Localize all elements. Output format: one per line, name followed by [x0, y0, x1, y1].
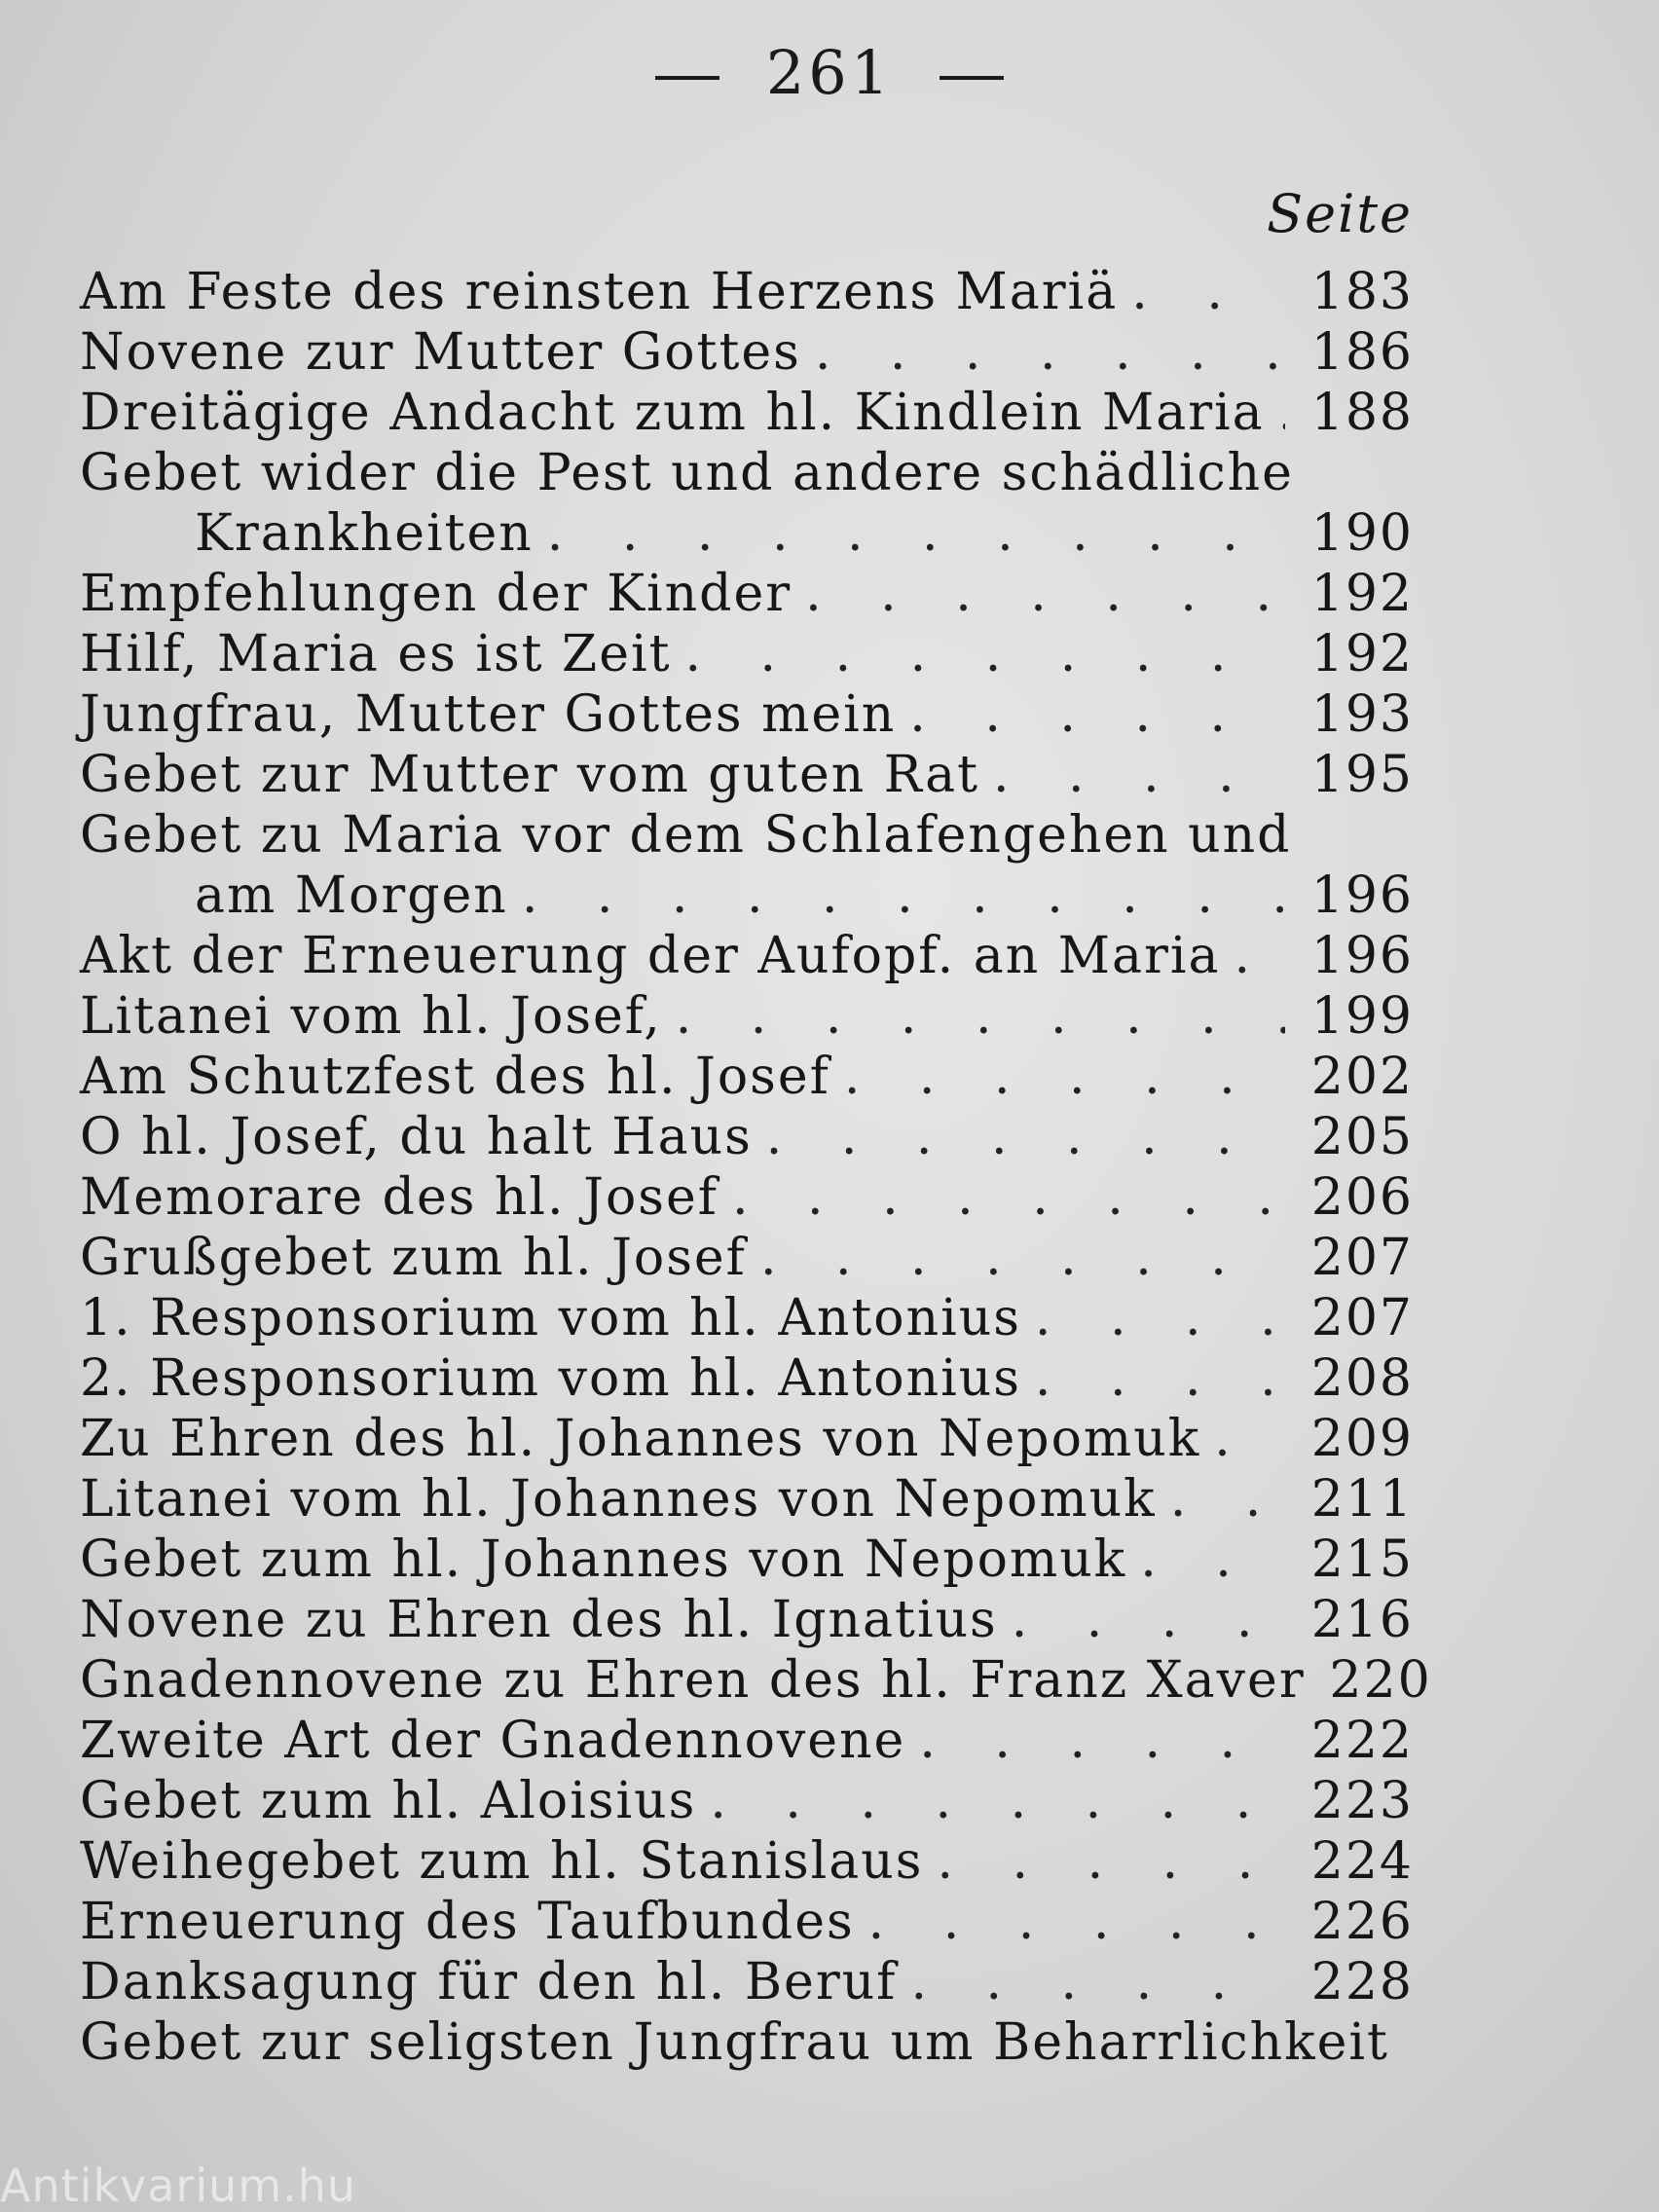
dot-leader: [919, 1712, 1285, 1770]
toc-entry-continuation: [80, 866, 1414, 927]
toc-entry-title: Akt der Erneuerung der Aufopf. an Maria: [80, 927, 1221, 985]
dot-leader: [1035, 1349, 1285, 1408]
toc-entry: [80, 1349, 1414, 1410]
toc-entry-page: 222: [1310, 1712, 1414, 1770]
toc-entry-page: 223: [1310, 1772, 1414, 1830]
toc-entry-title: Zu Ehren des hl. Johannes von Nepomuk: [80, 1410, 1201, 1468]
watermark: Antikvarium.hu: [0, 2159, 357, 2212]
dot-leader: [1131, 263, 1285, 321]
toc-entry-page: 196: [1310, 927, 1414, 985]
toc-entry-title: Litanei vom hl. Johannes von Nepomuk: [80, 1470, 1157, 1529]
toc-entry: [80, 987, 1414, 1048]
toc-entry: [80, 1229, 1414, 1289]
toc-entry-title-line2: am Morgen: [195, 866, 508, 925]
toc-entry-title: Memorare des hl. Josef: [80, 1168, 719, 1227]
toc-entry-title: Litanei vom hl. Josef,: [80, 987, 662, 1046]
dot-leader: [1012, 1591, 1285, 1649]
dot-leader: [732, 1168, 1285, 1227]
page-number-text: 261: [765, 37, 894, 108]
toc-entry-page: 228: [1310, 1953, 1414, 2011]
dot-leader: [1278, 384, 1285, 442]
page-number: [0, 37, 1659, 108]
toc-entry: [80, 323, 1414, 384]
toc-entry: [80, 1530, 1414, 1591]
toc-entry: [80, 1470, 1414, 1530]
toc-entry: [80, 927, 1414, 987]
toc-entry-title: Jungfrau, Mutter Gottes mein: [80, 685, 897, 744]
toc-entry-page: 205: [1310, 1108, 1414, 1166]
toc-entry: [80, 1953, 1414, 2013]
toc-entry-page: 186: [1310, 323, 1414, 382]
toc-entry: [80, 625, 1414, 685]
dot-leader: [815, 323, 1285, 382]
toc-entry-page: 207: [1310, 1289, 1414, 1347]
toc-entry: [80, 685, 1414, 746]
toc-entry-title: Gebet zum hl. Aloisius: [80, 1772, 697, 1830]
toc-entry-page: 190: [1310, 504, 1414, 563]
toc-entry-title: Gnadennovene zu Ehren des hl. Franz Xaver: [80, 1651, 1306, 1710]
toc-entry: [80, 565, 1414, 625]
toc-entry-page: 220: [1329, 1651, 1432, 1710]
dash-right: [940, 76, 1004, 80]
dot-leader: [844, 1048, 1285, 1106]
toc-entry: [80, 2013, 1414, 2074]
column-header-seite: Seite: [1267, 183, 1413, 244]
toc-entry: [80, 1108, 1414, 1168]
toc-entry-page: 216: [1310, 1591, 1414, 1649]
toc-entry-title: Novene zu Ehren des hl. Ignatius: [80, 1591, 998, 1649]
toc-entry: [80, 1410, 1414, 1470]
toc-entry-page: 183: [1310, 263, 1414, 321]
toc-entry-title: Grußgebet zum hl. Josef: [80, 1229, 747, 1287]
dot-leader: [1214, 1410, 1285, 1468]
dot-leader: [910, 1953, 1285, 2011]
toc-entry-page: 211: [1310, 1470, 1414, 1529]
toc-entry: [80, 1289, 1414, 1349]
toc-entry: [80, 1832, 1414, 1893]
dash-left: [655, 76, 719, 80]
toc-entry: [80, 1048, 1414, 1108]
dot-leader: [805, 565, 1285, 623]
toc-entry-page: 215: [1310, 1530, 1414, 1589]
dot-leader: [522, 866, 1285, 925]
dot-leader: [1035, 1289, 1285, 1347]
toc-entry-page: 188: [1310, 384, 1414, 442]
toc-entry: [80, 1712, 1414, 1772]
toc-entry-title: Gebet zur seligsten Jungfrau um Beharrlichkeit: [80, 2013, 1389, 2072]
dot-leader: [676, 987, 1285, 1046]
toc-entry: [80, 1591, 1414, 1651]
dot-leader: [1140, 1530, 1285, 1589]
toc-entry-title: Dreitägige Andacht zum hl. Kindlein Maria: [80, 384, 1265, 442]
dot-leader: [937, 1832, 1285, 1891]
toc-entry-title-line1: Gebet zu Maria vor dem Schlafengehen und: [80, 806, 1292, 865]
toc-entry-title-line1: Gebet wider die Pest und andere schädliche: [80, 444, 1294, 502]
toc-entry: [80, 1651, 1432, 1712]
toc-entry: [80, 1168, 1414, 1229]
toc-entry-continuation: [80, 504, 1414, 565]
toc-entry-page: 195: [1310, 746, 1414, 804]
toc-entry-title: Gebet zum hl. Johannes von Nepomuk: [80, 1530, 1127, 1589]
toc-entry-page: 202: [1310, 1048, 1414, 1106]
toc-entry: [80, 444, 1414, 565]
toc-entry-title: Am Schutzfest des hl. Josef: [80, 1048, 830, 1106]
toc-entry-title-line2: Krankheiten: [195, 504, 534, 563]
toc-entry: [80, 1772, 1414, 1832]
toc-entry-title: Erneuerung des Taufbundes: [80, 1893, 855, 1951]
toc-entry: [80, 384, 1414, 444]
toc-entry-page: 192: [1310, 565, 1414, 623]
toc-entry-title: 2. Responsorium vom hl. Antonius: [80, 1349, 1021, 1408]
dot-leader: [685, 625, 1286, 683]
toc-entry-page: 207: [1310, 1229, 1414, 1287]
dot-leader: [909, 685, 1285, 744]
dot-leader: [993, 746, 1285, 804]
dot-leader: [1170, 1470, 1285, 1529]
toc-entry-title: Weihegebet zum hl. Stanislaus: [80, 1832, 924, 1891]
toc-entry-title: 1. Responsorium vom hl. Antonius: [80, 1289, 1021, 1347]
toc-entry-page: 193: [1310, 685, 1414, 744]
toc-entry: [80, 263, 1414, 323]
toc-entry-page: 199: [1310, 987, 1414, 1046]
toc-entry-title: Empfehlungen der Kinder: [80, 565, 793, 623]
toc-entry-title: Hilf, Maria es ist Zeit: [80, 625, 672, 683]
dot-leader: [1234, 927, 1285, 985]
dot-leader: [766, 1108, 1285, 1166]
toc-entry-title: Danksagung für den hl. Beruf: [80, 1953, 898, 2011]
toc-entry-page: 226: [1310, 1893, 1414, 1951]
toc-entry-page: 196: [1310, 866, 1414, 925]
toc-entry-page: 209: [1310, 1410, 1414, 1468]
toc-entry-page: 224: [1310, 1832, 1414, 1891]
toc-entry-page: 206: [1310, 1168, 1414, 1227]
toc-entry-title: O hl. Josef, du halt Haus: [80, 1108, 753, 1166]
toc-entry: [80, 1893, 1414, 1953]
toc-entry-title: Novene zur Mutter Gottes: [80, 323, 801, 382]
dot-leader: [547, 504, 1285, 563]
toc-entry-title: Am Feste des reinsten Herzens Mariä: [80, 263, 1119, 321]
toc-entry: [80, 746, 1414, 806]
toc-entry: [80, 806, 1414, 927]
dot-leader: [760, 1229, 1285, 1287]
toc-entry-page: 192: [1310, 625, 1414, 683]
toc-entry-page: 208: [1310, 1349, 1414, 1408]
toc-entry-title: Gebet zur Mutter vom guten Rat: [80, 746, 979, 804]
dot-leader: [710, 1772, 1285, 1830]
dot-leader: [868, 1893, 1285, 1951]
table-of-contents: [80, 263, 1432, 2074]
toc-entry-title: Zweite Art der Gnadennovene: [80, 1712, 906, 1770]
